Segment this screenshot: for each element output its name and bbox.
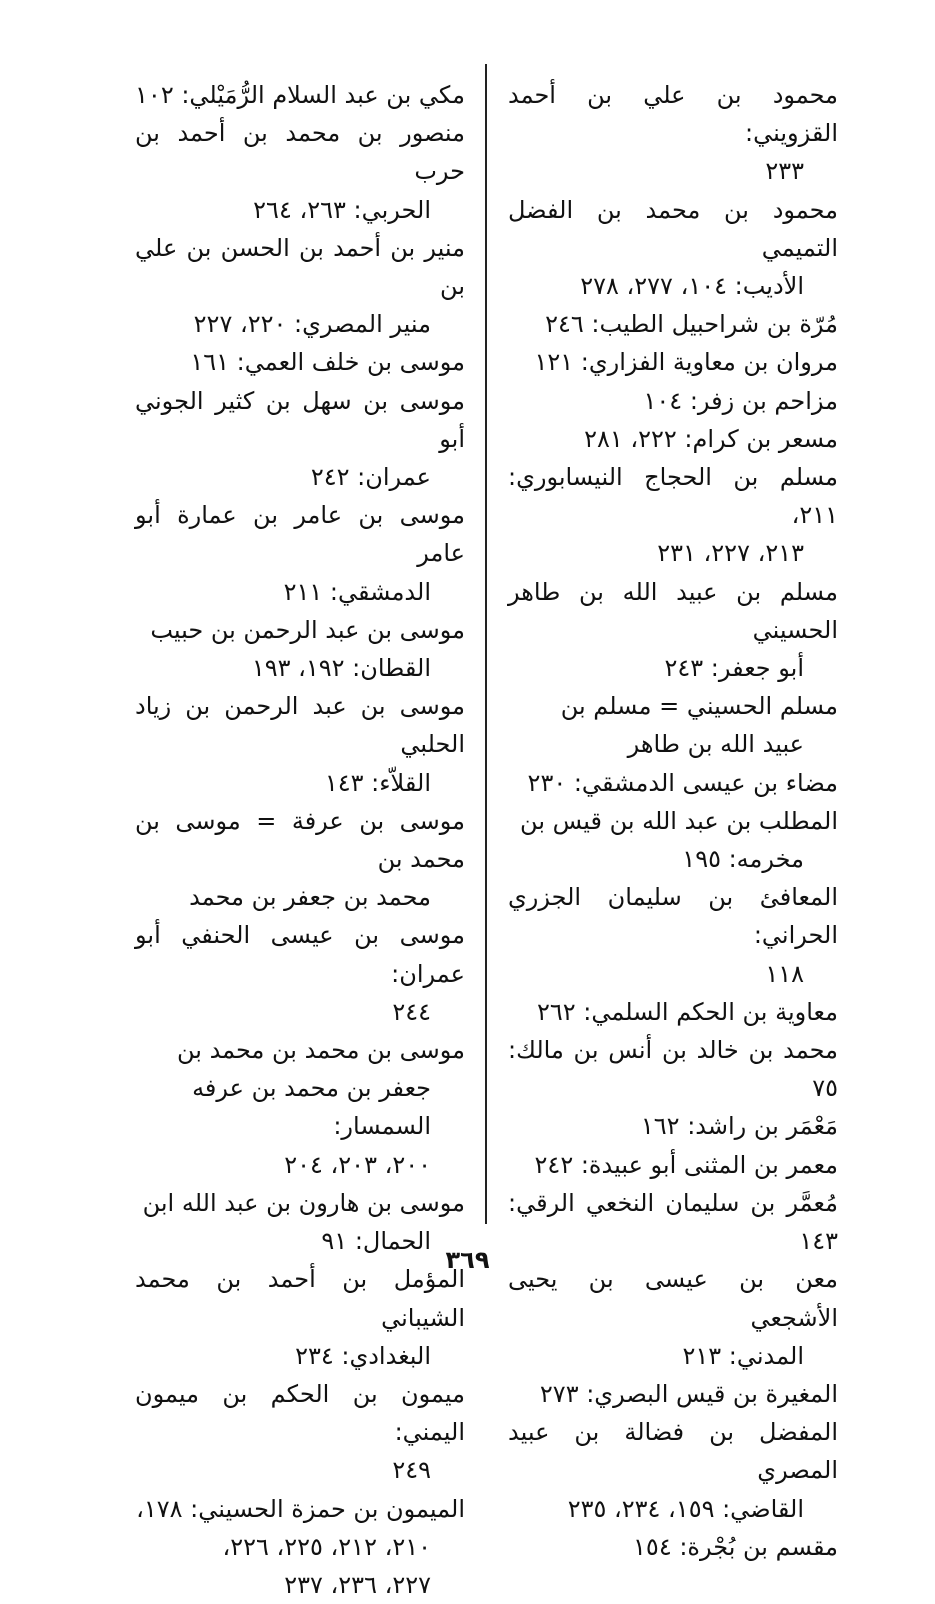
index-entry-continuation: ١١٨ — [765, 959, 804, 988]
index-entry: مضاء بن عيسى الدمشقي: ٢٣٠ — [527, 768, 838, 797]
index-entry-continuation: الدمشقي: ٢١١ — [283, 577, 431, 606]
index-entry: موسى بن عبد الرحمن بن حبيب — [150, 615, 465, 644]
index-entry-continuation: أبو جعفر: ٢٤٣ — [664, 654, 804, 683]
index-entry-continuation: عمران: ٢٤٢ — [310, 463, 431, 492]
index-entry-continuation: الحمال: ٩١ — [321, 1227, 431, 1256]
index-entry-continuation: ٢٤٩ — [392, 1456, 431, 1485]
column-divider — [485, 64, 487, 1224]
index-entry: موسى بن عيسى الحنفي أبو عمران: — [135, 921, 465, 988]
index-entry-continuation: البغدادي: ٢٣٤ — [295, 1341, 431, 1370]
index-entry: مكي بن عبد السلام الرُّمَيْلي: ١٠٢ — [135, 81, 465, 109]
page-number: ٣٦٩ — [445, 1246, 490, 1274]
index-entry-continuation: ٢١٠، ٢١٢، ٢٢٥، ٢٢٦، — [222, 1532, 431, 1561]
index-entry: ميمون بن الحكم بن ميمون اليمني: — [135, 1379, 465, 1447]
index-entry-continuation: ٢١٣، ٢٢٧، ٢٣١ — [657, 539, 804, 568]
index-entry-continuation: جعفر بن محمد بن عرفه السمسار: — [192, 1074, 431, 1141]
index-entry: مزاحم بن زفر: ١٠٤ — [643, 386, 838, 415]
index-entry: منصور بن محمد بن أحمد بن حرب — [135, 119, 465, 186]
index-entry: الميمون بن حمزة الحسيني: ١٧٨، — [136, 1494, 465, 1523]
index-entry: المغيرة بن قيس البصري: ٢٧٣ — [539, 1379, 838, 1408]
index-entry: منير بن أحمد بن الحسن بن علي بن — [135, 233, 465, 301]
index-entry: معن بن عيسى بن يحيى الأشجعي — [508, 1265, 838, 1332]
index-entry: مسلم بن عبيد الله بن طاهر الحسيني — [508, 577, 838, 644]
index-column-left — [135, 76, 465, 1604]
index-entry-continuation: الأديب: ١٠٤، ٢٧٧، ٢٧٨ — [580, 272, 804, 301]
index-entry: مُرّة بن شراحبيل الطيب: ٢٤٦ — [545, 310, 838, 339]
index-entry: محمود بن محمد بن الفضل التميمي — [508, 195, 838, 262]
index-entry: مسلم بن الحجاج النيسابوري: ٢١١، — [508, 463, 838, 530]
index-entry-continuation: ٢٣٣ — [765, 157, 804, 186]
index-entry: مسعر بن كرام: ٢٢٢، ٢٨١ — [584, 424, 838, 453]
index-column-right — [508, 76, 838, 1566]
index-entry: مُعمَّر بن سليمان النخعي الرقي: ١٤٣ — [508, 1188, 838, 1256]
index-entry: المفضل بن فضالة بن عبيد المصري — [508, 1418, 838, 1485]
index-entry: موسى بن سهل بن كثير الجوني أبو — [135, 386, 465, 453]
index-entry-continuation: ٢٢٧، ٢٣٦، ٢٣٧ — [284, 1570, 431, 1599]
index-entry-continuation: منير المصري: ٢٢٠، ٢٢٧ — [193, 310, 431, 339]
index-entry-continuation: عبيد الله بن طاهر — [627, 730, 804, 759]
index-entry: موسى بن عرفة = موسى بن محمد بن — [135, 806, 465, 874]
index-entry-continuation: محمد بن جعفر بن محمد — [189, 883, 431, 912]
index-entry-continuation: القطان: ١٩٢، ١٩٣ — [251, 654, 431, 683]
index-entry: مقسم بن بُجْرة: ١٥٤ — [633, 1532, 838, 1561]
index-entry: موسى بن هارون بن عبد الله ابن — [142, 1188, 465, 1217]
index-entry: المؤمل بن أحمد بن محمد الشيباني — [135, 1265, 465, 1332]
index-entry-continuation: مخرمه: ١٩٥ — [682, 845, 804, 874]
index-entry: معمر بن المثنى أبو عبيدة: ٢٤٢ — [534, 1150, 838, 1179]
index-entry-continuation: القاضي: ١٥٩، ٢٣٤، ٢٣٥ — [567, 1494, 804, 1523]
index-entry-continuation: الحربي: ٢٦٣، ٢٦٤ — [253, 195, 431, 224]
index-entry: المعافئ بن سليمان الجزري الحراني: — [508, 883, 838, 950]
index-entry-continuation: ٢٤٤ — [392, 997, 431, 1026]
index-entry: مَعْمَر بن راشد: ١٦٢ — [640, 1112, 838, 1141]
index-entry-continuation: المدني: ٢١٣ — [682, 1341, 804, 1370]
index-entry-continuation: ٢٠٠، ٢٠٣، ٢٠٤ — [284, 1150, 431, 1179]
index-entry: محمد بن خالد بن أنس بن مالك: ٧٥ — [508, 1036, 838, 1103]
index-entry: معاوية بن الحكم السلمي: ٢٦٢ — [536, 997, 838, 1026]
index-entry: مسلم الحسيني = مسلم بن — [560, 692, 838, 721]
index-entry: موسى بن خلف العمي: ١٦١ — [190, 348, 465, 377]
index-entry: موسى بن عامر بن عمارة أبو عامر — [135, 501, 465, 568]
index-entry: موسى بن عبد الرحمن بن زياد الحلبي — [135, 692, 465, 759]
index-entry: محمود بن علي بن أحمد القزويني: — [508, 81, 838, 148]
index-entry: موسى بن محمد بن محمد بن — [177, 1036, 465, 1065]
index-entry: مروان بن معاوية الفزاري: ١٢١ — [534, 348, 838, 377]
index-entry-continuation: القلاّء: ١٤٣ — [324, 768, 431, 797]
index-entry: المطلب بن عبد الله بن قيس بن — [520, 806, 838, 835]
